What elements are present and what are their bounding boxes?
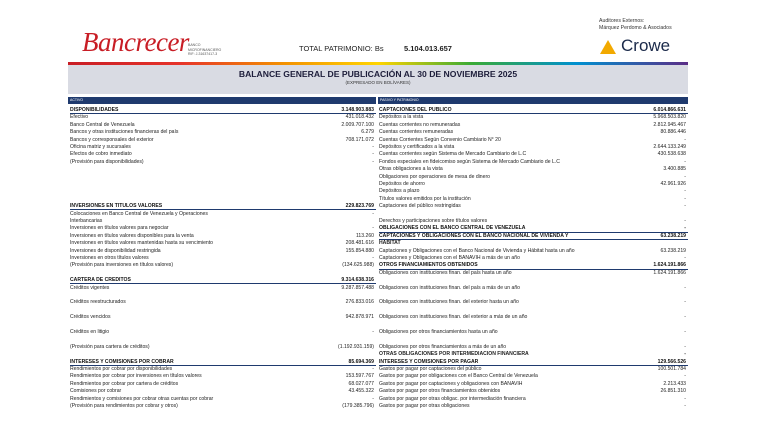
row-value: 1.624.191.866 [653,262,686,269]
row-value: 3.400.885 [663,166,686,173]
table-row [70,314,376,321]
auditor-info [599,18,672,32]
row-value: 6.279 [361,129,374,136]
table-row [70,285,376,292]
row-value: - [372,158,374,165]
table-row [70,211,376,218]
row-label: Efectos de cobro inmediato [70,151,132,158]
table-row [379,174,688,181]
table-row [379,122,688,129]
row-value: (1.192.931.159) [338,343,374,350]
row-value: - [684,373,686,380]
table-row [70,322,376,329]
row-value: 9.287.857.488 [341,284,374,291]
row-label: Gastos por pagar por otras obligac. por intermediación financiera [379,395,526,402]
row-value: (179.385.796) [342,403,374,409]
total-patrimonio-label: TOTAL PATRIMONIO: Bs [299,44,384,53]
row-value: 942.878.971 [345,314,374,321]
table-row [70,373,376,380]
row-value: - [684,343,686,350]
table-row [379,166,688,173]
table-row [379,144,688,151]
row-label: Efectivo [70,114,89,121]
table-row [70,196,376,203]
row-value: 43.455.322 [348,388,374,395]
row-label: Captaciones y Obligaciones con el BANAVIH a más de un año [379,255,520,261]
row-label: Cuentas corrientes remuneradas [379,129,454,136]
row-label: OBLIGACIONES CON EL BANCO CENTRAL DE VENEZUELA [379,225,526,232]
row-label: Créditos en litigio [70,329,110,335]
section-row [379,262,688,269]
row-label: Comisiones por cobrar [70,388,122,395]
row-label: Obligaciones por otros financiamientos a más de un año [379,343,507,350]
table-row [379,248,688,255]
row-value: - [684,136,686,143]
row-value: - [684,299,686,306]
table-row [70,403,376,410]
crowe-brand: Crowe [621,36,671,55]
table-row [70,381,376,388]
row-label: OTRAS OBLIGACIONES POR INTERMEDIACIÓN FINANCIERA [379,351,529,358]
row-label: Otras obligaciones a la vista [379,166,443,173]
report-title: BALANCE GENERAL DE PUBLICACIÓN AL 30 DE NOVIEMBRE 2025 [238,69,518,79]
row-value: 63.238.219 [660,247,686,254]
row-value: 2.009.707.100 [341,121,374,128]
row-label: Rendimientos por cobrar por disponibilidades [70,366,173,372]
row-value: 208.481.616 [345,240,374,247]
table-row [379,218,688,225]
row-label: Rendimientos y comisiones por cobrar otras cuentas por cobrar [70,395,214,402]
report-subtitle: (EXPRESADO EN BOLÍVARES) [345,80,411,85]
table-row [379,373,688,380]
section-row [70,359,376,366]
row-label: Gastos por pagar por captaciones y obligaciones con BANAVIH [379,380,523,387]
row-label: Rendimientos por cobrar por cartera de créditos [70,380,179,387]
table-row [70,174,376,181]
table-row [379,181,688,188]
table-row [379,336,688,343]
section-row [379,359,688,366]
row-label: Inversiones en títulos valores para negociar [70,225,169,232]
row-label: Depósitos de ahorro [379,181,425,187]
logo-subtitle: BANCO MICROFINANCIERO RIF: J-31637417-3 [188,43,222,56]
row-label: OTROS FINANCIAMIENTOS OBTENIDOS [379,262,478,269]
table-row [379,292,688,299]
table-row [70,114,376,121]
row-label: CAPTACIONES Y OBLIGACIONES CON EL BANCO NACIONAL DE VIVIENDA Y [379,232,569,239]
table-row [70,181,376,188]
bancrecer-logo: Bancrecer [82,27,189,57]
row-value: 100.501.784 [657,366,686,372]
table-row [70,248,376,255]
row-value: - [372,151,374,158]
table-row [379,314,688,321]
row-label: Gastos por pagar por otras obligaciones [379,403,470,409]
row-label: Inversiones de disponibilidad restringida [70,247,161,254]
row-value: 85.694.369 [348,358,374,365]
table-row [70,299,376,306]
row-label: Captaciones del público restringidas [379,203,461,210]
auditor-firm: Márquez Perdomo & Asociados [599,25,672,31]
table-row [70,366,376,373]
table-row [379,329,688,336]
row-label: Captaciones y Obligaciones con el Banco Nacional de Vivienda y Hábitat hasta un año [379,247,575,254]
row-label: Créditos vigentes [70,284,110,291]
row-value: 2.213.433 [663,380,686,387]
row-value: 153.597.767 [345,373,374,380]
row-value: - [684,255,686,261]
table-row [70,396,376,403]
row-label: Colocaciones en Banco Central de Venezuela y Operaciones [70,210,208,217]
table-row [70,255,376,262]
row-value: 276.833.016 [345,299,374,306]
table-row [379,129,688,136]
table-row [70,225,376,232]
table-row [379,211,688,218]
row-value: 6.014.866.631 [653,107,686,113]
row-label: Depósitos a plazo [379,188,420,195]
table-row [70,129,376,136]
row-value: - [684,173,686,180]
table-row [70,188,376,195]
row-label: DISPONIBILIDADES [70,107,119,113]
total-patrimonio-value: 5.104.013.657 [404,44,452,53]
row-label: Gastos por pagar por otros financiamientos obtenidos [379,388,501,395]
table-row [379,240,688,247]
row-value: 5.968.503.820 [653,114,686,121]
table-row [70,270,376,277]
row-value: 2.644.133.249 [653,144,686,150]
row-value: 430.538.638 [657,151,686,158]
row-value: - [684,218,686,224]
row-value: 113.260 [355,232,374,239]
row-label: INTERESES Y COMISIONES POR COBRAR [70,358,174,365]
row-label: Oficina matriz y sucursales [70,144,131,150]
row-value: - [684,395,686,402]
row-value: - [684,188,686,195]
row-label: Bancos y otras instituciones financieras del país [70,129,179,136]
section-row [70,277,376,284]
table-row [70,166,376,173]
row-value: - [684,403,686,409]
row-value: 431.018.432 [345,114,374,121]
row-label: Títulos valores emitidos por la institución [379,195,471,202]
table-row [379,322,688,329]
table-row [379,396,688,403]
crowe-logo-icon [600,40,616,54]
row-value: 80.886.446 [660,129,686,136]
table-row [70,262,376,269]
table-row [379,285,688,292]
row-label: (Provisión para rendimientos por cobrar y otros) [70,403,178,409]
row-value: - [372,329,374,335]
row-value: 155.854.880 [345,247,374,254]
table-row [379,351,688,358]
row-label: CARTERA DE CRÉDITOS [70,277,131,284]
row-label: (Provisión para inversiones en títulos valores) [70,262,174,269]
table-row [70,159,376,166]
row-label: Obligaciones con instituciones finan. del exterior hasta un año [379,299,519,306]
row-value: (134.625.988) [342,262,374,269]
table-row [379,270,688,277]
row-value: - [684,314,686,321]
row-value: 2.812.945.467 [653,121,686,128]
table-row [379,114,688,121]
row-value: 26.851.310 [660,388,686,395]
row-label: HÁBITAT [379,240,401,247]
section-row [379,107,688,114]
row-value: - [684,284,686,291]
row-label: INVERSIONES EN TÍTULOS VALORES [70,203,163,210]
row-value: - [684,351,686,358]
table-row [379,307,688,314]
table-row [70,122,376,129]
row-value: 229.823.769 [345,203,374,210]
row-label: Obligaciones con instituciones finan. del exterior a más de un año [379,314,528,321]
row-value: - [372,210,374,217]
row-label: Fondos especiales en fideicomiso según Sistema de Mercado Cambiario de L.C [379,158,560,165]
table-row [70,144,376,151]
row-value: - [684,158,686,165]
table-row [379,277,688,284]
row-label: Cuentas Corrientes Según Convenio Cambiario N° 20 [379,136,501,143]
row-label: Gastos por pagar por obligaciones con el Banco Central de Venezuela [379,373,538,380]
report-header [0,0,768,62]
row-label: Obligaciones con instituciones finan. del país hasta un año [379,269,512,276]
row-value: 1.624.191.866 [653,269,686,276]
row-value: 9.314.638.316 [341,277,374,284]
row-value: - [372,255,374,261]
row-value: 42.961.926 [660,181,686,187]
row-label: Créditos reestructurados [70,299,126,306]
row-value: 63.238.219 [660,232,686,239]
row-label: Gastos por pagar por captaciones del público [379,366,482,372]
table-row [379,366,688,373]
table-row [379,344,688,351]
table-row [379,188,688,195]
table-row [70,218,376,225]
row-value: - [372,366,374,372]
section-row [70,107,376,114]
table-row [70,137,376,144]
row-label: Cuentas corrientes no remuneradas [379,121,461,128]
table-row [70,336,376,343]
auditor-label: Auditores Externos: [599,18,645,24]
row-value: 129.566.526 [657,358,686,365]
table-row [379,196,688,203]
table-row [70,307,376,314]
row-value: - [684,225,686,232]
row-label: (Provisión para cartera de créditos) [70,343,150,350]
table-row [379,255,688,262]
row-label: Depósitos y certificados a la vista [379,144,455,150]
row-label: Derechos y participaciones sobre títulos valores [379,218,488,224]
table-row [379,151,688,158]
row-label: Depósitos a la vista [379,114,424,121]
section-row [70,203,376,210]
table-row [379,381,688,388]
row-label: Inversiones en títulos valores mantenidas hasta su vencimiento [70,240,213,247]
table-row [379,137,688,144]
row-label: Rendimientos por cobrar por inversiones en títulos valores [70,373,202,380]
row-label: Banco Central de Venezuela [70,121,135,128]
row-label: Obligaciones por operaciones de mesa de dinero [379,173,491,180]
row-value: 68.027.077 [348,380,374,387]
row-label: Obligaciones por otros financiamientos hasta un año [379,329,498,335]
row-value: - [684,203,686,210]
table-row [70,292,376,299]
row-value: 708.171.072 [345,136,374,143]
table-row [379,203,688,210]
pasivo-column-header: PASIVO Y PATRIMONIO [378,97,688,104]
row-label: Créditos vencidos [70,314,111,321]
row-label: Obligaciones con instituciones finan. del país a más de un año [379,284,521,291]
table-row [70,388,376,395]
row-label: Bancos y corresponsales del exterior [70,136,154,143]
row-label: Inversiones en otros títulos valores [70,255,149,261]
table-row [379,388,688,395]
table-row [70,233,376,240]
row-value: - [372,395,374,402]
row-label: Inversiones en títulos valores disponibles para la venta [70,232,194,239]
row-value: - [684,195,686,202]
row-value: 3.148.903.883 [341,107,374,113]
table-row [70,240,376,247]
table-row [70,351,376,358]
row-value: - [684,329,686,335]
row-label: (Provisión para disponibilidades) [70,158,144,165]
section-row [379,225,688,232]
row-label: Cuentas corrientes según Sistema de Mercado Cambiario de L.C [379,151,527,158]
table-row [70,329,376,336]
table-row [70,151,376,158]
table-row [379,299,688,306]
table-row [379,403,688,410]
row-value: - [372,225,374,232]
table-row [70,344,376,351]
table-row [379,159,688,166]
activo-column-header: ACTIVO [68,97,376,104]
section-row [379,233,688,240]
row-label: Interbancarias [70,218,103,224]
row-label: CAPTACIONES DEL PÚBLICO [379,107,452,113]
row-label: INTERESES Y COMISIONES POR PAGAR [379,358,479,365]
row-value: - [372,144,374,150]
